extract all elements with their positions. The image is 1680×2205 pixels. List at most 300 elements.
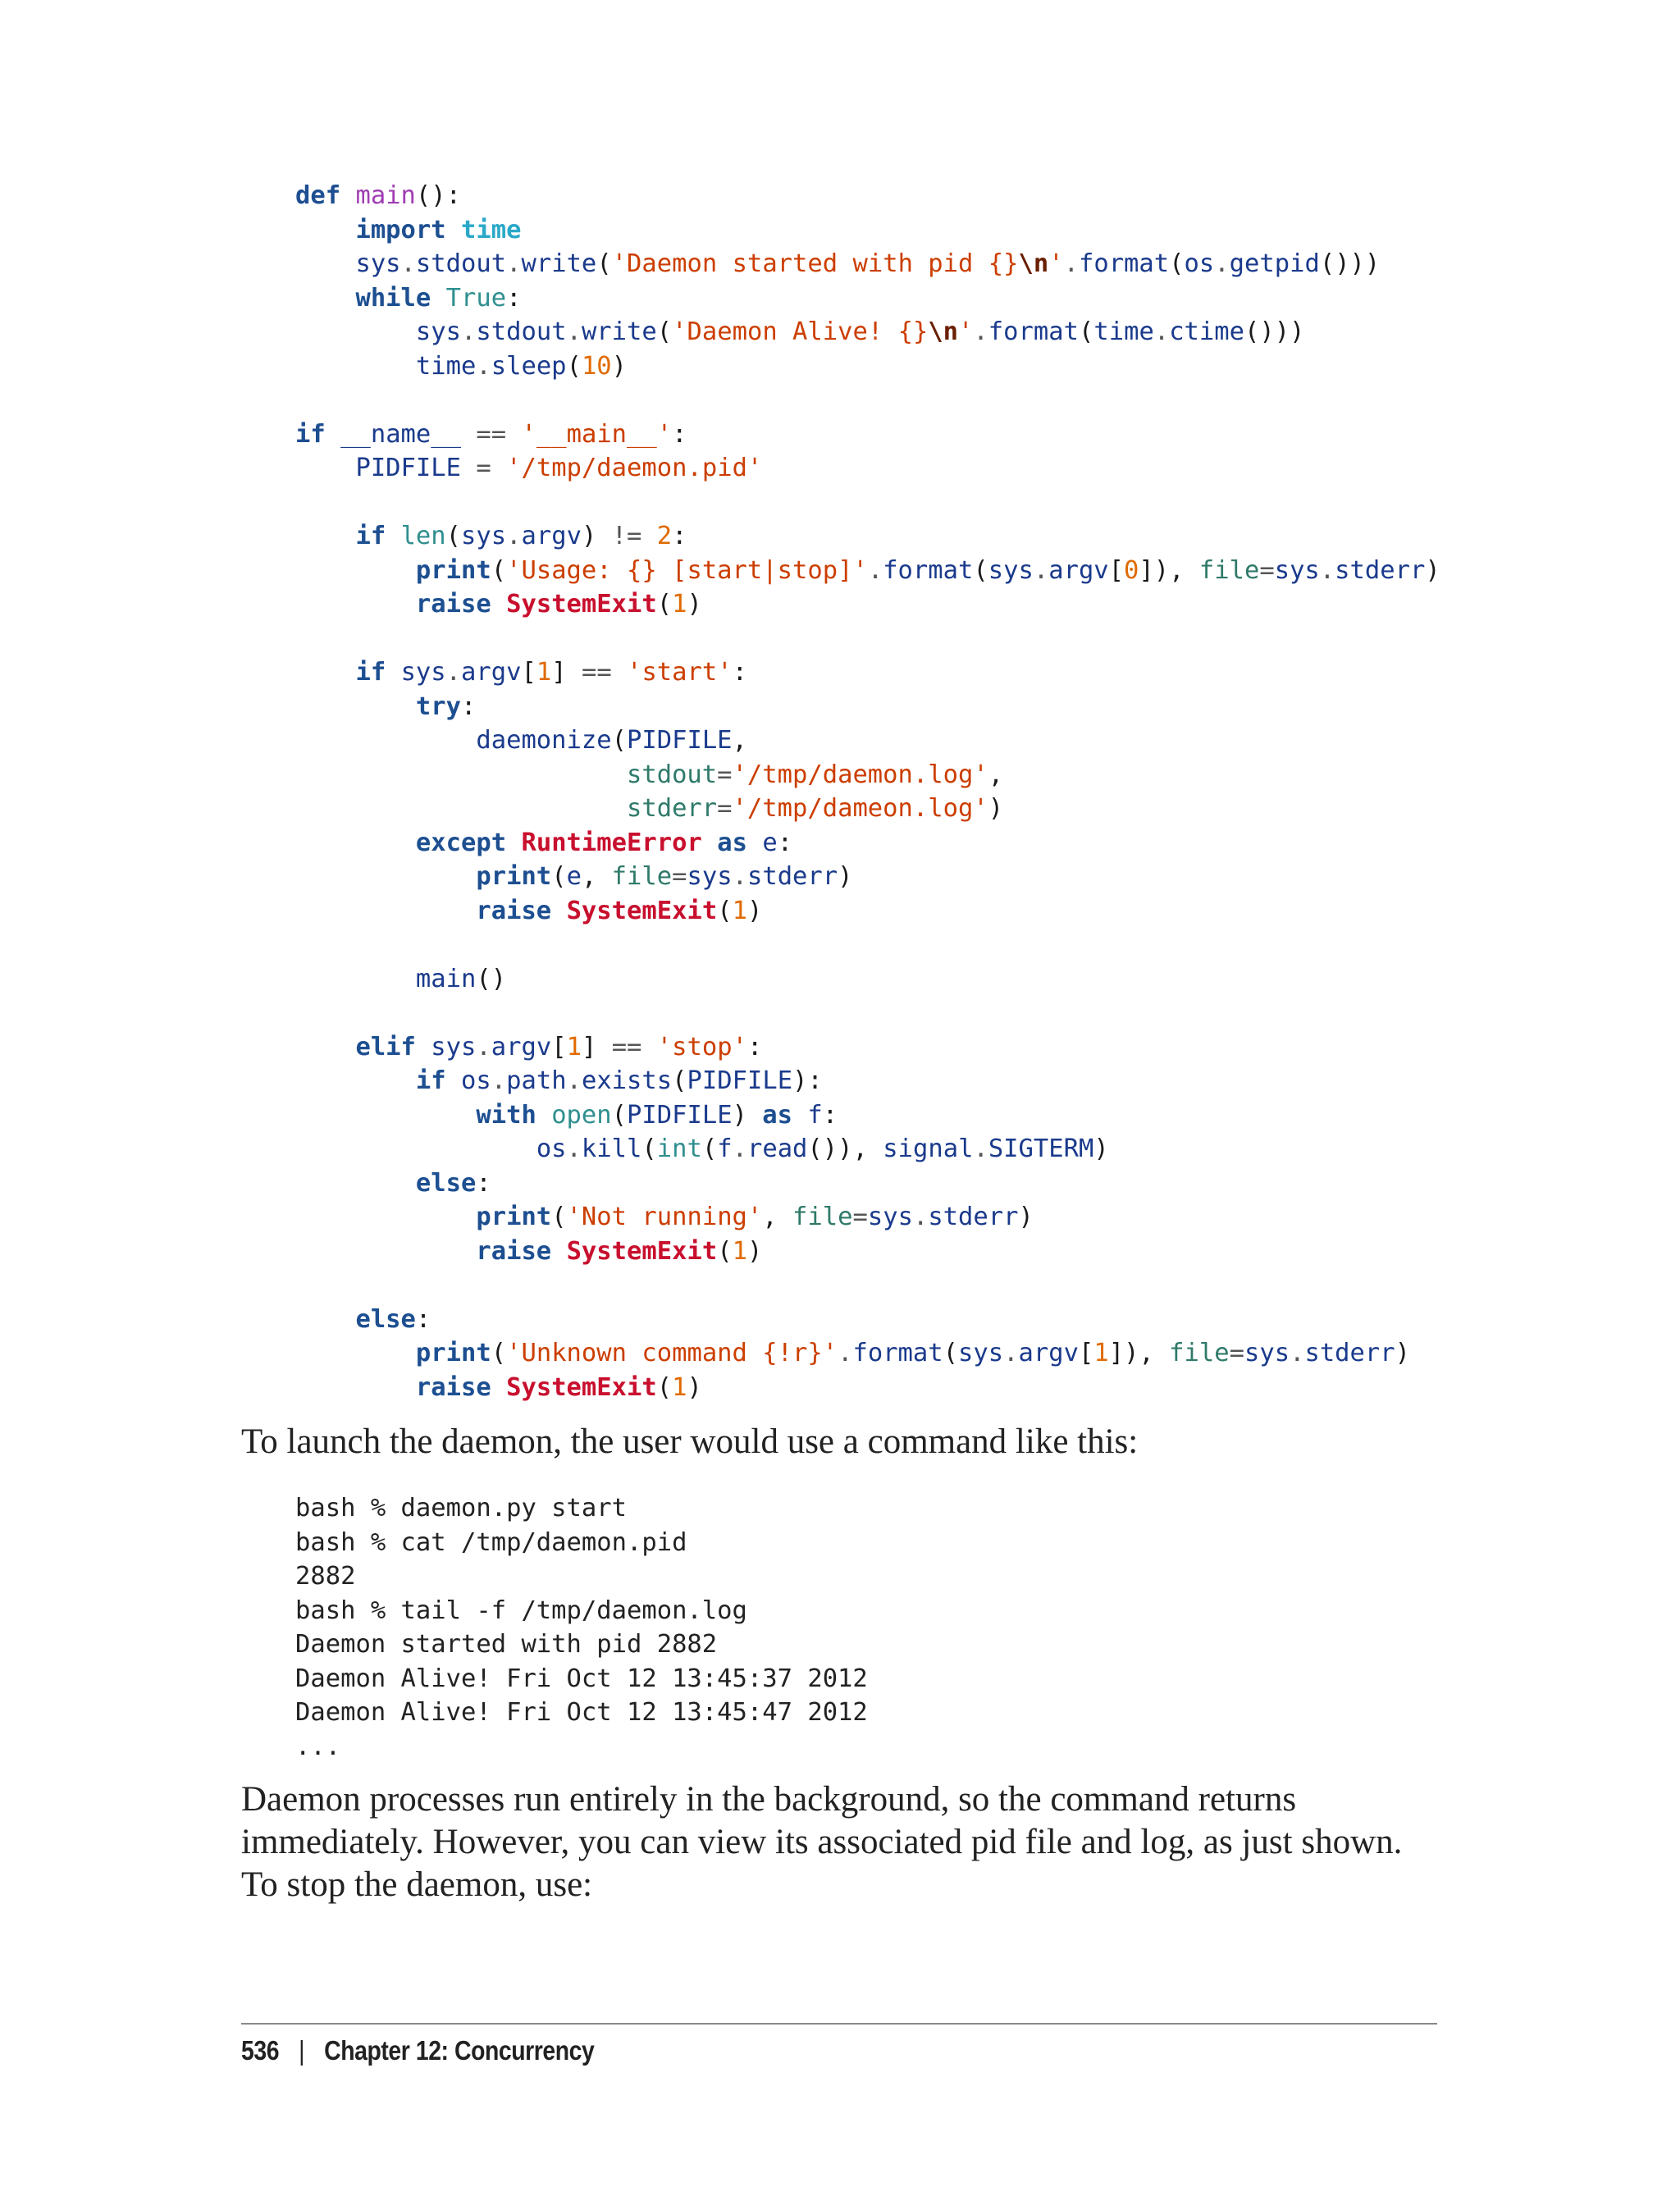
code-token: stderr [626,794,718,823]
code-token: file [792,1203,853,1231]
code-line [295,247,1440,281]
code-token: main [415,964,477,993]
code-token [551,1237,566,1266]
code-token: : [476,1168,491,1198]
code-token: ( [717,1236,733,1266]
code-token: . [1319,555,1335,585]
code-line [295,1200,1440,1235]
code-token: . [1214,249,1230,278]
code-token: ) [1425,555,1440,585]
code-token: f [807,1100,823,1130]
code-token: sys [431,1032,477,1061]
code-token: : [746,1032,763,1061]
code-token: 1 [672,1372,687,1402]
code-token: time [461,215,522,244]
code-token: . [973,1134,988,1163]
code-token: . [1290,1339,1305,1367]
code-token: ] [581,1032,612,1061]
code-token: ())) [1319,249,1381,278]
code-token: 'stop' [656,1032,747,1061]
code-token [295,317,416,346]
code-token: ' [1048,249,1064,278]
code-token: 'Daemon started with pid {} [611,249,1019,278]
code-line [295,996,1440,1030]
code-token: print [476,1203,552,1231]
code-token [295,726,476,755]
code-token: try [415,692,461,721]
code-token: 1 [732,1236,747,1266]
code-token: ( [551,1203,567,1231]
code-token: sys [958,1339,1004,1367]
code-token: : [777,828,793,857]
code-token: ( [973,555,988,585]
code-line [295,1030,1440,1065]
code-token: == [476,419,507,449]
code-token: int [656,1134,702,1163]
code-token: RuntimeError [521,828,702,857]
code-token [446,1066,461,1095]
code-line [295,418,1440,452]
code-token: as [717,828,747,857]
code-token [295,1169,416,1198]
shell-line: bash % daemon.py start [295,1494,627,1522]
code-token [295,249,355,278]
code-token: ) [746,896,763,925]
code-token: [ [521,658,536,687]
code-token: ( [656,1372,673,1402]
code-token: SystemExit [566,896,718,925]
code-token: . [476,351,491,381]
code-token [295,1101,476,1130]
code-token [491,454,506,482]
code-token [295,794,627,823]
code-token [416,1033,431,1061]
code-token: ( [566,351,582,381]
code-token: ) [611,351,628,381]
code-token: write [581,317,657,346]
code-token: . [838,1339,853,1367]
code-token: stderr [746,862,838,891]
code-token [295,216,355,244]
code-token: ()), [807,1134,883,1163]
code-token: : [415,1304,431,1334]
code-token: print [476,862,552,891]
code-line [295,519,1440,554]
code-token: raise [415,1372,491,1402]
code-token: e [762,828,778,857]
code-token: ) [581,522,612,550]
code-token: stdout [626,760,718,789]
code-token: stdout [476,317,567,346]
code-token: import [355,215,446,244]
code-token: raise [476,1236,552,1266]
code-token: time [415,351,477,381]
footer-separator: | [299,2035,305,2066]
code-token: elif [355,1032,416,1061]
code-token: : [732,658,747,687]
code-line [295,587,1440,622]
shell-line: Daemon started with pid 2882 [295,1630,718,1659]
code-token: == [611,1032,642,1061]
code-line [295,1098,1440,1133]
code-line [295,1336,1440,1371]
code-token: PIDFILE [355,454,461,482]
code-token [551,897,566,925]
code-line [295,928,1440,962]
code-token [295,1305,355,1334]
code-token: as [762,1100,793,1130]
code-token: = [717,760,733,789]
code-token: ( [491,555,507,585]
code-token [641,522,656,550]
code-token: PIDFILE [627,726,733,755]
code-token: . [476,1032,491,1061]
code-token: . [732,1134,747,1163]
code-token: ] [551,658,582,687]
code-token: : [672,522,687,550]
code-token: os [536,1134,567,1163]
code-token: ( [701,1134,718,1163]
code-line [295,1371,1440,1405]
code-token [431,284,445,313]
code-token: ) [838,862,853,891]
code-token: sys [988,555,1034,585]
code-token: . [1063,249,1079,278]
code-token: stderr [928,1203,1019,1231]
code-token [295,1134,536,1163]
code-token [295,522,355,550]
code-token: read [746,1134,808,1163]
code-token: ) [1395,1339,1411,1367]
code-line [295,383,1440,418]
code-token: stderr [1335,555,1426,585]
code-token: . [566,1134,582,1163]
code-token [747,829,762,857]
code-token [295,454,355,482]
code-token: = [672,862,687,891]
code-line [295,690,1440,724]
code-token [295,284,355,313]
code-token: if [415,1066,446,1095]
code-line [295,894,1440,929]
code-token: [ [551,1032,567,1061]
code-line [295,962,1440,997]
code-line [295,1064,1440,1098]
code-token [295,897,476,925]
code-token: sys [400,658,446,687]
code-token: . [566,1066,582,1095]
code-token: ) [687,1372,702,1402]
code-token [386,658,400,687]
code-token: . [400,249,416,278]
code-token: = [476,454,491,482]
code-token: . [1003,1339,1019,1367]
code-token: 1 [566,1032,582,1061]
code-token: time [1093,317,1154,346]
code-token: [ [1078,1339,1094,1367]
code-token: format [988,317,1079,346]
code-token: stdout [415,249,507,278]
code-token: ]), [1139,555,1199,585]
code-token: , [988,760,1004,789]
code-token: sys [687,862,733,891]
code-token: . [461,317,477,346]
code-token: sys [461,522,507,550]
code-token: != [611,522,642,550]
code-line [295,1132,1440,1166]
code-block-daemon-main [295,179,1440,1404]
code-token: ( [551,862,567,891]
chapter-title: Chapter 12: Concurrency [324,2035,595,2066]
code-token [295,1066,416,1095]
code-token: SIGTERM [988,1134,1094,1163]
code-token: . [867,555,883,585]
code-token: 1 [1093,1339,1109,1367]
code-line [295,349,1440,384]
code-token: raise [415,590,491,619]
code-token: print [415,1339,491,1367]
code-token: argv [1048,555,1109,585]
code-token: . [973,317,988,346]
code-token: . [506,249,522,278]
code-token: sys [1274,555,1320,585]
page-number: 536 [241,2035,280,2066]
code-token: [ [1108,555,1125,585]
code-token [295,556,416,585]
code-line [295,315,1440,349]
code-token: . [445,658,462,687]
code-token: ( [656,317,673,346]
code-token [295,829,416,857]
code-line [295,826,1440,861]
code-token: main [355,181,416,210]
code-token: . [506,522,522,550]
code-token [641,1033,656,1061]
paragraph-background: Daemon processes run entirely in the background, so the command returns immediately. However, you can view its associated pid file and log, as just shown. To stop the daemon, use: [241,1780,1403,1904]
code-token: argv [461,658,522,687]
code-token: 1 [536,658,552,687]
code-token: , [732,726,747,755]
code-token: len [400,522,446,550]
code-token: 'Not running' [566,1203,763,1231]
code-line [295,554,1440,588]
code-token: 'start' [627,658,733,687]
code-token: except [415,828,507,857]
code-token: \n [1018,249,1049,278]
code-token [506,420,521,449]
code-token [295,760,627,789]
code-line [295,179,1440,213]
code-token: format [1078,249,1170,278]
code-token: . [732,862,747,891]
code-token: sys [415,317,461,346]
code-token [295,1203,476,1231]
code-token: sys [1244,1339,1290,1367]
code-token: ( [445,522,462,550]
code-token: 10 [581,351,612,381]
code-token: open [551,1100,612,1130]
code-token: , [762,1203,793,1231]
code-token: format [883,555,974,585]
code-token: . [566,317,582,346]
code-token: ( [717,896,733,925]
code-block-shell-session [295,1491,868,1764]
code-line [295,486,1440,520]
code-token: == [581,658,612,687]
code-line [295,1235,1440,1269]
code-token: = [1229,1339,1244,1367]
code-token: . [912,1203,929,1231]
code-token: = [1259,555,1275,585]
code-token [295,1339,416,1367]
code-token: argv [1018,1339,1079,1367]
shell-line: ... [295,1732,341,1761]
code-token [491,1373,506,1402]
code-line [295,213,1440,248]
code-token [295,1237,476,1266]
code-token: with [476,1100,536,1130]
code-token: '/tmp/daemon.log' [732,760,988,789]
code-token: SystemExit [506,1372,657,1402]
code-token: = [852,1203,868,1231]
code-token: write [521,249,597,278]
code-token: ())) [1244,317,1305,346]
code-token: signal [883,1134,974,1163]
code-line [295,1268,1440,1303]
code-token [295,352,416,381]
code-token: ctime [1169,317,1245,346]
code-line [295,860,1440,894]
code-token: format [852,1339,943,1367]
code-token [461,420,476,449]
code-token: ) [746,1236,763,1266]
code-token: if [355,522,386,550]
code-token [295,1373,416,1402]
code-token: argv [521,522,582,550]
code-token: e [566,862,582,891]
code-token: file [611,862,673,891]
code-line [295,1303,1440,1337]
code-token [461,454,476,482]
code-token: exists [581,1066,673,1095]
code-token: ' [958,317,974,346]
shell-line: bash % tail -f /tmp/daemon.log [295,1596,747,1625]
code-line [295,724,1440,758]
code-token: ( [611,726,627,755]
page-footer [241,2033,594,2069]
code-token: . [1153,317,1170,346]
code-token [295,1033,355,1061]
code-token: ( [656,590,673,619]
code-token: ( [1169,249,1185,278]
code-token: '/tmp/daemon.pid' [506,454,763,482]
code-token: while [355,283,431,313]
shell-line: bash % cat /tmp/daemon.pid [295,1527,687,1557]
code-token [702,829,717,857]
shell-line: 2882 [295,1562,356,1591]
code-token: file [1169,1339,1230,1367]
code-token [295,658,355,687]
code-token: '__main__' [521,419,673,449]
code-token: ) [988,794,1004,823]
code-line [295,758,1440,792]
code-token: def [295,181,341,210]
code-token: 'Usage: {} [start|stop]' [506,555,868,585]
code-token: print [415,555,491,585]
code-token: sys [867,1203,913,1231]
code-token [326,420,340,449]
code-token: path [506,1066,567,1095]
code-token: ( [596,249,612,278]
code-token: PIDFILE [687,1066,793,1095]
code-token: 1 [672,590,687,619]
code-line [295,655,1440,690]
code-token [612,658,627,687]
code-token: ( [641,1134,657,1163]
code-token: raise [476,896,552,925]
code-token: ( [491,1339,507,1367]
code-token: SystemExit [566,1236,718,1266]
code-token: daemonize [476,726,612,755]
code-token: (): [415,181,462,210]
code-line [295,281,1440,316]
code-token: if [295,419,326,449]
code-token: : [822,1100,838,1130]
code-token: else [355,1304,416,1334]
code-token: : [506,283,522,313]
code-token: 2 [656,522,673,550]
code-token [295,862,476,891]
code-token [295,692,416,721]
code-token: os [1184,249,1215,278]
code-token: , [581,862,612,891]
paragraph-launch: To launch the daemon, the user would use a command like this: [241,1422,1139,1461]
code-line [295,451,1440,486]
code-token: stderr [1304,1339,1395,1367]
code-token: 0 [1124,555,1139,585]
code-token: kill [581,1134,642,1163]
code-line [295,1166,1440,1201]
code-token: : [461,692,477,721]
code-token: () [476,964,507,993]
code-token: \n [928,317,959,346]
code-token: ) [1093,1134,1109,1163]
code-token: : [672,419,687,449]
code-token: 'Daemon Alive! {} [672,317,929,346]
code-token [491,590,506,619]
code-token: __name__ [340,419,462,449]
code-line [295,622,1440,656]
code-token: sys [355,249,401,278]
code-token: ( [1078,317,1094,346]
code-token: ): [792,1066,823,1095]
code-token: ( [943,1339,959,1367]
code-token [446,216,461,244]
code-token: f [717,1134,733,1163]
code-token: PIDFILE [627,1100,733,1130]
code-token: ) [1018,1203,1034,1231]
footer-rule [241,2023,1437,2025]
code-token: '/tmp/dameon.log' [732,794,988,823]
code-token: else [415,1168,477,1198]
code-token: 1 [732,896,747,925]
code-token: ) [732,1100,763,1130]
code-token: . [1033,555,1049,585]
code-token: ]), [1108,1339,1170,1367]
shell-line: Daemon Alive! Fri Oct 12 13:45:37 2012 [295,1664,868,1693]
code-token [506,829,521,857]
code-token: file [1198,555,1260,585]
